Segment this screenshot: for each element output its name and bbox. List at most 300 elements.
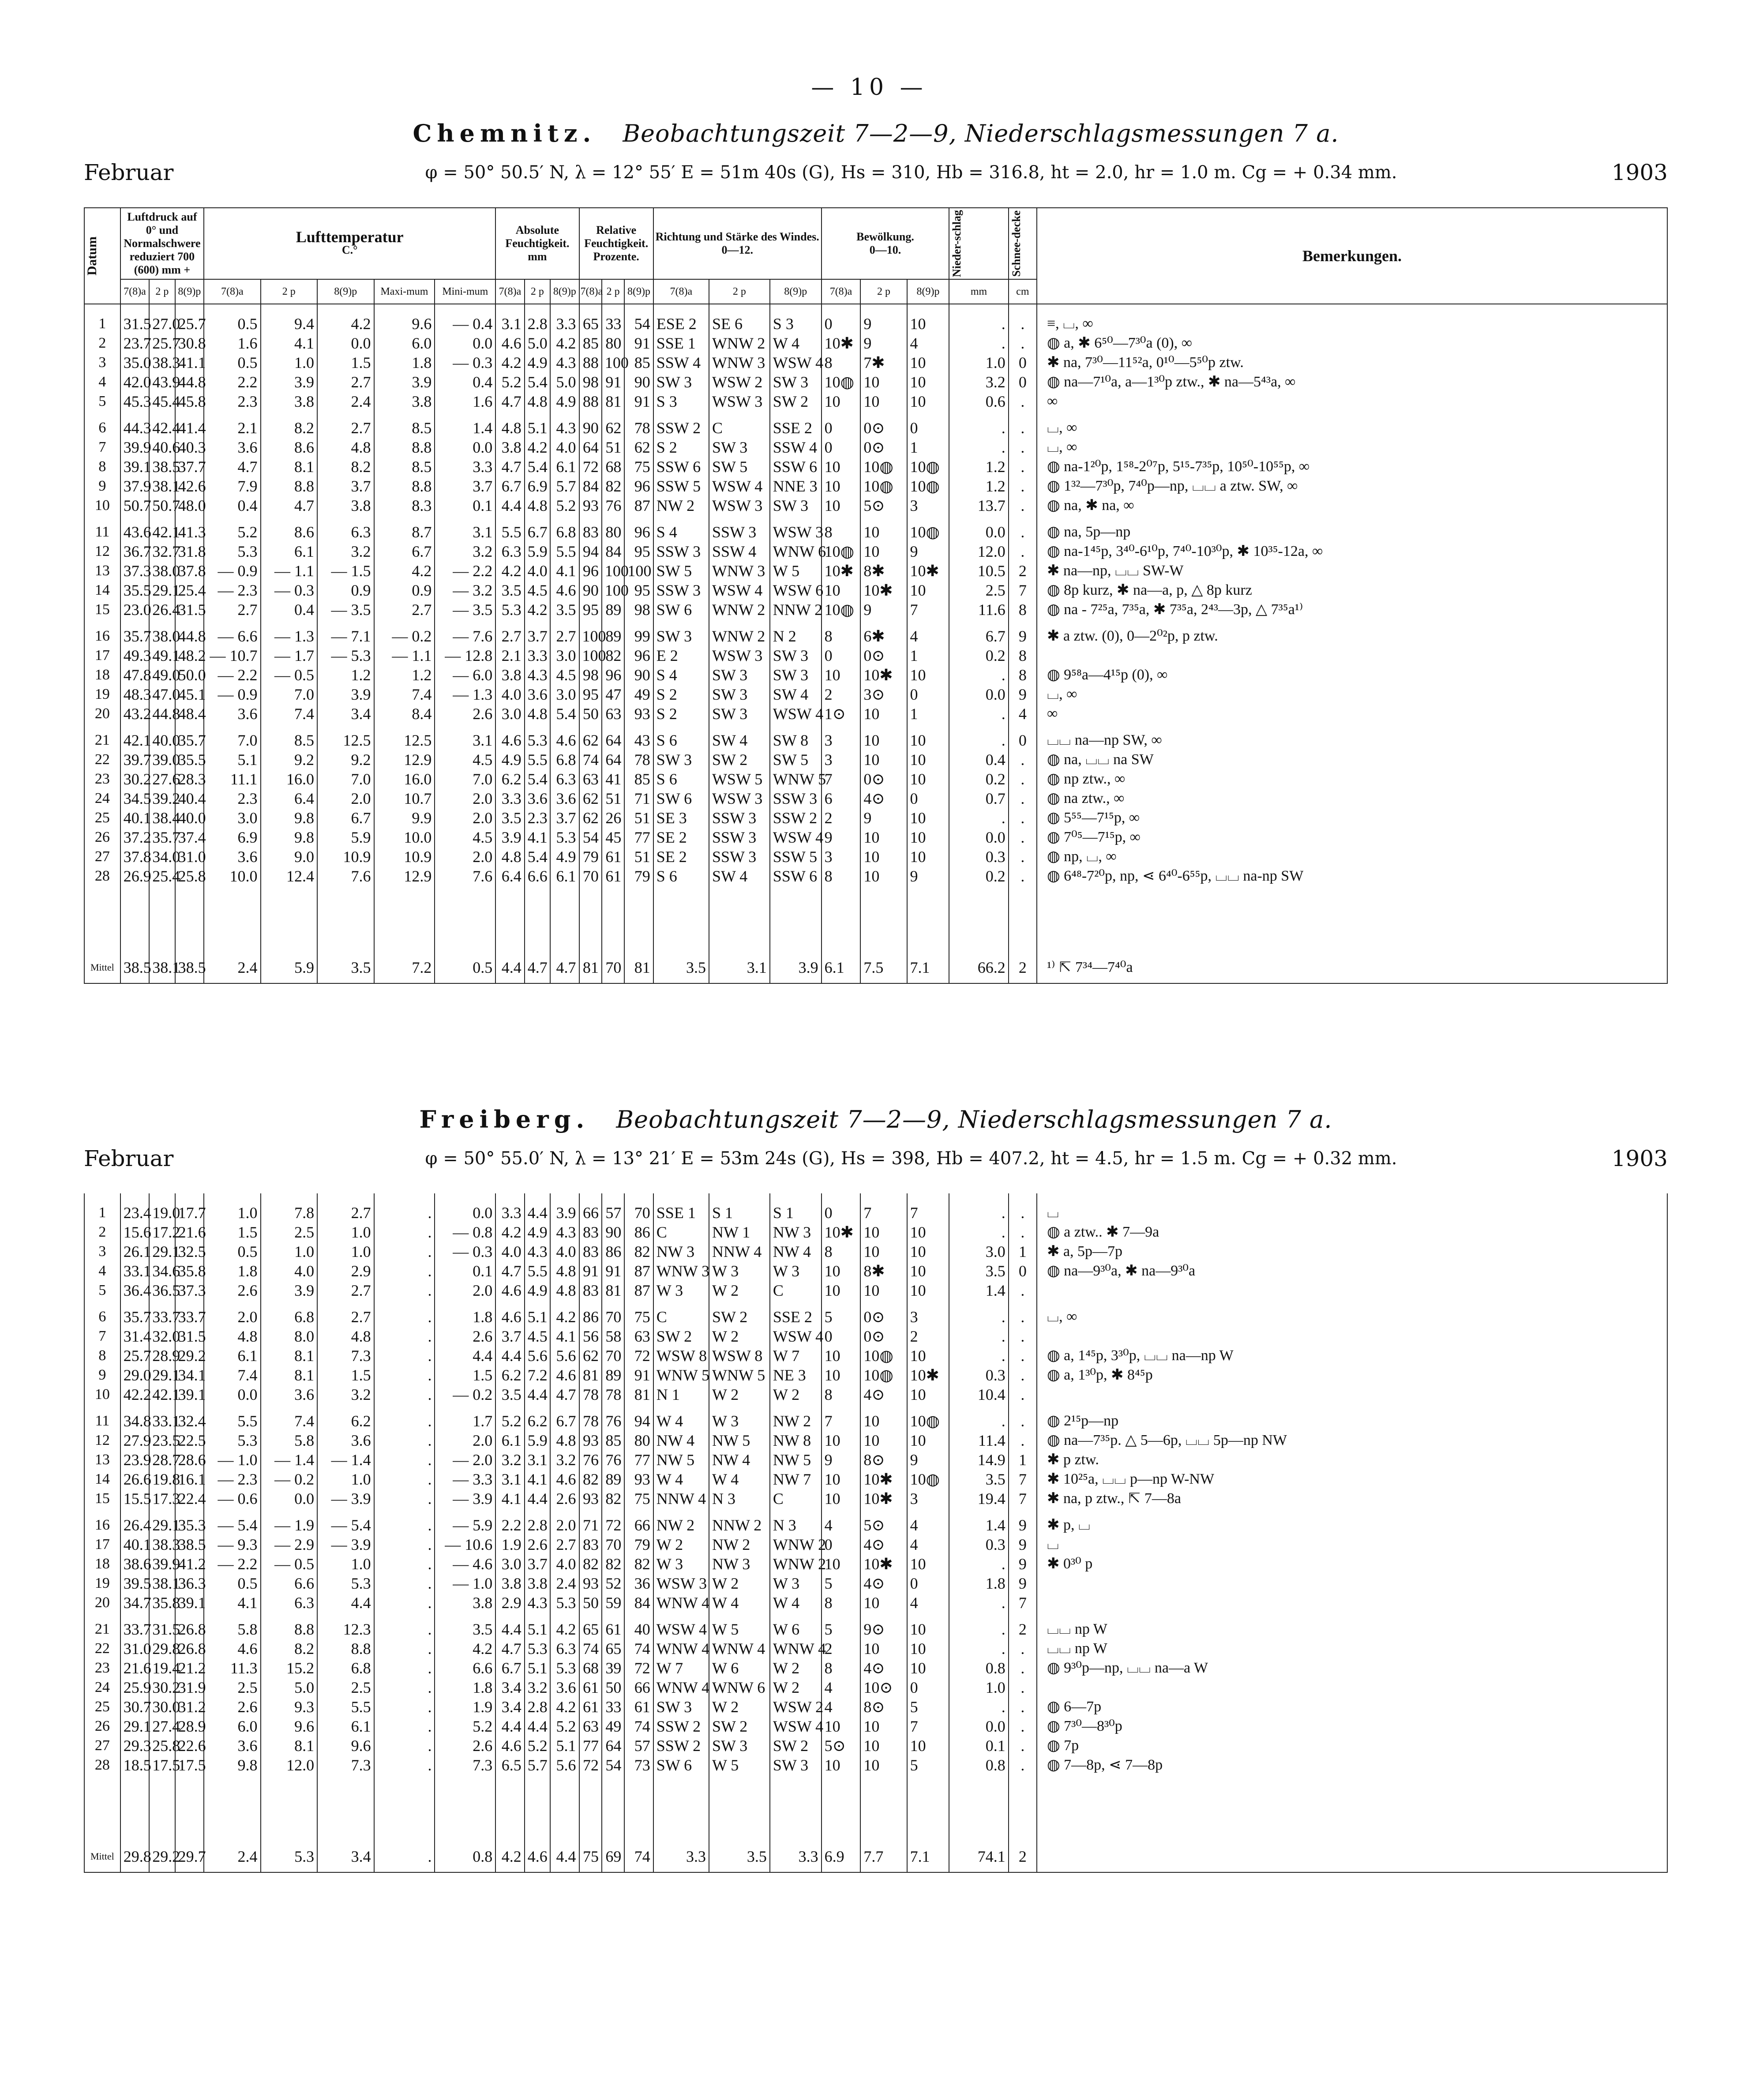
cell-abs-feuchte: 4.8 xyxy=(495,418,524,438)
gap-cell xyxy=(1037,1300,1667,1307)
cell-rel-feuchte: 70 xyxy=(602,1535,624,1554)
station-name: Freiberg. xyxy=(419,1105,590,1133)
cell-rel-feuchte: 83 xyxy=(579,1281,602,1300)
cell-rel-feuchte: 71 xyxy=(579,1515,602,1535)
cell-wind: SSW 5 xyxy=(653,476,709,496)
cell-temperatur: — 3.9 xyxy=(317,1489,374,1508)
cell-abs-feuchte: 4.5 xyxy=(525,1327,550,1346)
cell-temperatur: 4.5 xyxy=(435,750,495,769)
cell-bewoelkung: 10◍ xyxy=(860,476,907,496)
cell-temperatur: 16.0 xyxy=(261,769,318,789)
cell-bewoelkung: 10 xyxy=(822,1365,861,1385)
cell-abs-feuchte: 2.1 xyxy=(495,646,524,665)
cell-temperatur: 2.7 xyxy=(317,372,374,392)
cell-abs-feuchte: 5.4 xyxy=(525,372,550,392)
cell-bewoelkung: 10 xyxy=(822,581,861,600)
cell-luftdruck: 34.6 xyxy=(149,1261,175,1281)
gap-cell xyxy=(120,1404,149,1411)
cell-temperatur: 3.2 xyxy=(317,542,374,561)
cell-wind: S 6 xyxy=(653,866,709,886)
cell-temperatur: 8.7 xyxy=(374,522,435,542)
cell-mittel-label: Mittel xyxy=(84,1841,120,1872)
cell-wind: C xyxy=(653,1222,709,1242)
cell-temperatur: 5.8 xyxy=(261,1431,318,1450)
cell-niederschlag: . xyxy=(949,334,1008,353)
cell-rel-feuchte: 71 xyxy=(624,789,653,808)
mean-rel-feuchte: 75 xyxy=(579,1841,602,1872)
cell-temperatur: — 2.3 xyxy=(204,581,261,600)
cell-abs-feuchte: 3.7 xyxy=(550,808,579,828)
cell-niederschlag: 11.6 xyxy=(949,600,1008,619)
cell-luftdruck: 23.9 xyxy=(120,1450,149,1470)
cell-wind: WSW 4 xyxy=(770,353,822,372)
table-row xyxy=(84,1411,1667,1431)
cell-luftdruck: 15.5 xyxy=(120,1489,149,1508)
cell-temperatur: 10.0 xyxy=(204,866,261,886)
cell-rel-feuchte: 87 xyxy=(624,496,653,515)
cell-niederschlag: 1.2 xyxy=(949,476,1008,496)
cell-wind: W 3 xyxy=(770,1574,822,1593)
cell-niederschlag: 13.7 xyxy=(949,496,1008,515)
cell-schneedecke: . xyxy=(1009,1678,1037,1697)
cell-bewoelkung: 0 xyxy=(822,1535,861,1554)
cell-temperatur: 2.7 xyxy=(317,418,374,438)
table-row xyxy=(84,542,1667,561)
cell-wind: WSW 3 xyxy=(709,789,770,808)
cell-wind: W 3 xyxy=(709,1411,770,1431)
cell-schneedecke: . xyxy=(1009,750,1037,769)
cell-bewoelkung: 8 xyxy=(822,866,861,886)
gap-cell xyxy=(949,1508,1008,1515)
gap-cell xyxy=(1037,411,1667,418)
gap-cell xyxy=(579,515,602,522)
spacer-cell xyxy=(822,1775,861,1841)
cell-rel-feuchte: 78 xyxy=(624,750,653,769)
cell-datum: 10 xyxy=(84,1385,120,1404)
cell-bewoelkung: 10 xyxy=(907,665,949,685)
cell-bewoelkung: 6✱ xyxy=(860,626,907,646)
gap-cell xyxy=(175,1612,204,1620)
cell-wind: N 3 xyxy=(709,1489,770,1508)
cell-bewoelkung: 10 xyxy=(860,750,907,769)
gap-cell xyxy=(602,515,624,522)
gap-cell xyxy=(495,515,524,522)
subcol-min-text: Mini-mum xyxy=(442,286,488,298)
gap-cell xyxy=(374,411,435,418)
spacer-cell xyxy=(822,886,861,952)
cell-bewoelkung: 0⊙ xyxy=(860,646,907,665)
cell-bewoelkung: 9 xyxy=(907,542,949,561)
cell-bewoelkung: 5 xyxy=(907,1755,949,1775)
cell-luftdruck: 21.6 xyxy=(175,1222,204,1242)
cell-wind: SSW 4 xyxy=(653,353,709,372)
cell-temperatur: 7.0 xyxy=(435,769,495,789)
gap-cell xyxy=(949,619,1008,626)
cell-wind: SE 6 xyxy=(709,304,770,334)
mean-bemerkungen xyxy=(1037,1841,1667,1872)
cell-wind: SW 3 xyxy=(653,626,709,646)
mean-niederschlag: 74.1 xyxy=(949,1841,1008,1872)
cell-bewoelkung: 10✱ xyxy=(907,561,949,581)
cell-wind: NNW 4 xyxy=(653,1489,709,1508)
cell-schneedecke: . xyxy=(1009,334,1037,353)
table-row xyxy=(84,1593,1667,1612)
cell-rel-feuchte: 82 xyxy=(579,1554,602,1574)
table-row xyxy=(84,1281,1667,1300)
gap-cell xyxy=(495,1404,524,1411)
spacer-cell xyxy=(525,1775,550,1841)
cell-wind: WSW 2 xyxy=(770,1697,822,1717)
cell-wind: SW 3 xyxy=(653,1697,709,1717)
cell-temperatur: — 0.3 xyxy=(435,353,495,372)
cell-luftdruck: 44.3 xyxy=(120,418,149,438)
cell-rel-feuchte: 57 xyxy=(602,1193,624,1222)
cell-rel-feuchte: 82 xyxy=(624,1242,653,1261)
cell-luftdruck: 39.2 xyxy=(149,789,175,808)
cell-temperatur: . xyxy=(374,1535,435,1554)
cell-bewoelkung: 4 xyxy=(822,1678,861,1697)
cell-bewoelkung: 10 xyxy=(907,1261,949,1281)
cell-luftdruck: 38.4 xyxy=(149,808,175,828)
cell-bewoelkung: 3 xyxy=(822,847,861,866)
cell-bewoelkung: 10 xyxy=(822,1346,861,1365)
mean-abs-feuchte: 4.7 xyxy=(525,952,550,983)
cell-niederschlag: . xyxy=(949,1327,1008,1346)
cell-niederschlag: 1.8 xyxy=(949,1574,1008,1593)
cell-bewoelkung: 2 xyxy=(907,1327,949,1346)
cell-luftdruck: 50.7 xyxy=(120,496,149,515)
cell-luftdruck: 41.2 xyxy=(175,1554,204,1574)
cell-bewoelkung: 10 xyxy=(907,1281,949,1300)
gap-cell xyxy=(317,515,374,522)
cell-datum: 5 xyxy=(84,1281,120,1300)
cell-temperatur: 7.9 xyxy=(204,476,261,496)
cell-wind: SSW 3 xyxy=(709,847,770,866)
cell-bemerkungen: ⌴, ∞ xyxy=(1037,685,1667,704)
cell-temperatur: 7.4 xyxy=(204,1365,261,1385)
cell-wind: W 2 xyxy=(653,1535,709,1554)
cell-schneedecke: 0 xyxy=(1009,353,1037,372)
cell-wind: SSE 1 xyxy=(653,334,709,353)
cell-luftdruck: 27.4 xyxy=(149,1717,175,1736)
cell-schneedecke: 9 xyxy=(1009,685,1037,704)
cell-luftdruck: 21.6 xyxy=(120,1658,149,1678)
col-bewoelkung xyxy=(822,208,949,279)
gap-cell xyxy=(317,1300,374,1307)
cell-wind: NW 4 xyxy=(709,1450,770,1470)
cell-temperatur: 5.8 xyxy=(204,1620,261,1639)
gap-cell xyxy=(84,619,120,626)
cell-wind: S 2 xyxy=(653,704,709,724)
cell-wind: NW 2 xyxy=(653,496,709,515)
subcol-h1 xyxy=(204,279,261,304)
cell-temperatur: 4.8 xyxy=(317,438,374,457)
cell-rel-feuchte: 72 xyxy=(602,1515,624,1535)
cell-abs-feuchte: 3.0 xyxy=(550,685,579,704)
cell-temperatur: 4.2 xyxy=(374,561,435,581)
cell-abs-feuchte: 5.6 xyxy=(550,1755,579,1775)
cell-luftdruck: 34.0 xyxy=(149,847,175,866)
cell-abs-feuchte: 4.0 xyxy=(525,561,550,581)
cell-datum: 23 xyxy=(84,769,120,789)
cell-abs-feuchte: 5.4 xyxy=(550,704,579,724)
cell-rel-feuchte: 80 xyxy=(624,1431,653,1450)
cell-wind: NW 3 xyxy=(653,1242,709,1261)
cell-rel-feuchte: 96 xyxy=(602,665,624,685)
col-schneedecke xyxy=(1009,208,1037,279)
cell-abs-feuchte: 7.2 xyxy=(525,1365,550,1385)
cell-rel-feuchte: 100 xyxy=(624,561,653,581)
cell-niederschlag: 6.7 xyxy=(949,626,1008,646)
gap-cell xyxy=(822,515,861,522)
table-row xyxy=(84,496,1667,515)
cell-rel-feuchte: 75 xyxy=(624,1307,653,1327)
cell-schneedecke: . xyxy=(1009,828,1037,847)
cell-abs-feuchte: 3.2 xyxy=(525,1678,550,1697)
cell-datum: 2 xyxy=(84,1222,120,1242)
gap-cell xyxy=(653,515,709,522)
mean-temperatur: 7.2 xyxy=(374,952,435,983)
cell-bewoelkung: 5 xyxy=(822,1307,861,1327)
cell-luftdruck: 37.7 xyxy=(175,457,204,476)
cell-abs-feuchte: 3.8 xyxy=(495,665,524,685)
cell-schneedecke: 8 xyxy=(1009,665,1037,685)
cell-wind: SW 3 xyxy=(709,1736,770,1755)
table-row xyxy=(84,808,1667,828)
cell-datum: 12 xyxy=(84,1431,120,1450)
cell-abs-feuchte: 2.9 xyxy=(495,1593,524,1612)
cell-wind: E 2 xyxy=(653,646,709,665)
cell-temperatur: 12.9 xyxy=(374,866,435,886)
cell-rel-feuchte: 65 xyxy=(602,1639,624,1658)
cell-rel-feuchte: 63 xyxy=(624,1327,653,1346)
cell-temperatur: 9.2 xyxy=(317,750,374,769)
cell-schneedecke: . xyxy=(1009,1222,1037,1242)
cell-wind: S 4 xyxy=(653,522,709,542)
cell-bewoelkung: 10◍ xyxy=(860,457,907,476)
cell-abs-feuchte: 4.9 xyxy=(550,847,579,866)
cell-rel-feuchte: 93 xyxy=(624,704,653,724)
cell-temperatur: 6.8 xyxy=(317,1658,374,1678)
cell-rel-feuchte: 95 xyxy=(624,542,653,561)
cell-luftdruck: 38.1 xyxy=(149,1574,175,1593)
cell-temperatur: 3.8 xyxy=(261,392,318,411)
cell-luftdruck: 33.7 xyxy=(175,1307,204,1327)
cell-temperatur: 3.9 xyxy=(317,685,374,704)
cell-abs-feuchte: 4.4 xyxy=(495,496,524,515)
cell-abs-feuchte: 1.9 xyxy=(495,1535,524,1554)
cell-temperatur: 8.6 xyxy=(261,522,318,542)
mean-bewoelkung: 7.1 xyxy=(907,1841,949,1872)
cell-bewoelkung: 10 xyxy=(822,1489,861,1508)
cell-bemerkungen: ◍ na—9³⁰a, ✱ na—9³⁰a xyxy=(1037,1261,1667,1281)
cell-luftdruck: 35.3 xyxy=(175,1515,204,1535)
cell-wind: SW 8 xyxy=(770,731,822,750)
cell-rel-feuchte: 90 xyxy=(624,372,653,392)
mean-wind: 3.5 xyxy=(709,1841,770,1872)
station-coordinates: φ = 50° 50.5′ N, λ = 12° 55′ E = 51m 40s (G), Hs = 310, Hb = 316.8, ht = 2.0, hr = 1.0 m. Cg = + 0.34 mm. xyxy=(425,162,1397,183)
cell-schneedecke: . xyxy=(1009,808,1037,828)
cell-temperatur: 2.0 xyxy=(435,1431,495,1450)
cell-rel-feuchte: 79 xyxy=(579,847,602,866)
cell-temperatur: 5.2 xyxy=(204,522,261,542)
cell-temperatur: — 2.0 xyxy=(435,1450,495,1470)
cell-bewoelkung: 4 xyxy=(907,334,949,353)
gap-cell xyxy=(1037,1612,1667,1620)
cell-schneedecke: . xyxy=(1009,866,1037,886)
cell-datum: 9 xyxy=(84,1365,120,1385)
gap-cell xyxy=(860,1300,907,1307)
cell-rel-feuchte: 82 xyxy=(602,1554,624,1574)
cell-abs-feuchte: 2.6 xyxy=(550,1489,579,1508)
cell-rel-feuchte: 77 xyxy=(579,1736,602,1755)
cell-datum: 10 xyxy=(84,496,120,515)
cell-datum: 28 xyxy=(84,1755,120,1775)
cell-temperatur: 1.0 xyxy=(204,1193,261,1222)
mean-bewoelkung: 7.7 xyxy=(860,1841,907,1872)
cell-rel-feuchte: 68 xyxy=(579,1658,602,1678)
cell-bewoelkung: 8 xyxy=(822,522,861,542)
cell-wind: W 2 xyxy=(709,1327,770,1346)
mean-temperatur: 0.5 xyxy=(435,952,495,983)
cell-wind: S 3 xyxy=(653,392,709,411)
cell-rel-feuchte: 41 xyxy=(602,769,624,789)
gap-cell xyxy=(949,411,1008,418)
cell-luftdruck: 39.1 xyxy=(175,1593,204,1612)
cell-wind: WNW 2 xyxy=(770,1535,822,1554)
cell-rel-feuchte: 76 xyxy=(602,496,624,515)
cell-temperatur: 9.8 xyxy=(261,828,318,847)
cell-datum: 16 xyxy=(84,626,120,646)
cell-temperatur: . xyxy=(374,1489,435,1508)
cell-datum: 9 xyxy=(84,476,120,496)
cell-luftdruck: 45.1 xyxy=(175,685,204,704)
cell-wind: WNW 3 xyxy=(653,1261,709,1281)
table-row xyxy=(84,1736,1667,1755)
gap-cell xyxy=(1009,1404,1037,1411)
cell-temperatur: — 3.2 xyxy=(435,581,495,600)
cell-bewoelkung: 10 xyxy=(822,392,861,411)
cell-luftdruck: 17.5 xyxy=(149,1755,175,1775)
cell-wind: S 2 xyxy=(653,685,709,704)
cell-wind: WNW 5 xyxy=(770,769,822,789)
cell-rel-feuchte: 74 xyxy=(579,750,602,769)
station-month: Februar xyxy=(84,160,174,185)
col-abs-unit: mm xyxy=(528,250,547,263)
gap-cell xyxy=(602,724,624,731)
gap-cell xyxy=(579,1300,602,1307)
cell-bemerkungen: ◍ na-1²⁰p, 1⁵⁸-2⁰⁷p, 5¹⁵-7³⁵p, 10⁵⁰-10⁵⁵p, ∞ xyxy=(1037,457,1667,476)
cell-bewoelkung: 2 xyxy=(822,1639,861,1658)
mean-luftdruck: 29.8 xyxy=(120,1841,149,1872)
cell-rel-feuchte: 83 xyxy=(579,1222,602,1242)
table-row xyxy=(84,1450,1667,1470)
cell-wind: WSW 2 xyxy=(709,372,770,392)
cell-luftdruck: 30.8 xyxy=(175,334,204,353)
cell-niederschlag: 0.2 xyxy=(949,646,1008,665)
table-row xyxy=(84,847,1667,866)
cell-rel-feuchte: 61 xyxy=(602,1620,624,1639)
cell-wind: W 6 xyxy=(770,1620,822,1639)
cell-temperatur: 2.7 xyxy=(317,1307,374,1327)
cell-schneedecke: 4 xyxy=(1009,704,1037,724)
cell-bewoelkung: 10 xyxy=(860,542,907,561)
table-row xyxy=(84,561,1667,581)
cell-abs-feuchte: 3.0 xyxy=(550,646,579,665)
subcol-cm-text: cm xyxy=(1016,286,1029,298)
cell-wind: SSW 2 xyxy=(653,1717,709,1736)
cell-bewoelkung: 10 xyxy=(907,1346,949,1365)
gap-cell xyxy=(1037,724,1667,731)
cell-rel-feuchte: 54 xyxy=(624,304,653,334)
cell-rel-feuchte: 81 xyxy=(624,1385,653,1404)
station-name: Chemnitz. xyxy=(413,119,597,147)
gap-cell xyxy=(860,1404,907,1411)
cell-bewoelkung: 10✱ xyxy=(822,334,861,353)
cell-temperatur: 1.2 xyxy=(374,665,435,685)
cell-luftdruck: 37.8 xyxy=(120,847,149,866)
cell-temperatur: 0.1 xyxy=(435,496,495,515)
gap-cell xyxy=(550,724,579,731)
cell-bewoelkung: 0 xyxy=(822,1193,861,1222)
cell-temperatur: 4.5 xyxy=(435,828,495,847)
cell-temperatur: 1.0 xyxy=(317,1242,374,1261)
cell-abs-feuchte: 3.9 xyxy=(550,1193,579,1222)
cell-temperatur: 3.6 xyxy=(261,1385,318,1404)
cell-schneedecke: 0 xyxy=(1009,372,1037,392)
cell-niederschlag: . xyxy=(949,1620,1008,1639)
gap-cell xyxy=(860,1508,907,1515)
cell-abs-feuchte: 4.1 xyxy=(495,1489,524,1508)
cell-rel-feuchte: 78 xyxy=(602,1385,624,1404)
cell-wind: SSW 5 xyxy=(770,847,822,866)
subcol-h1-text: 7(8)a xyxy=(124,286,146,298)
cell-temperatur: — 0.9 xyxy=(204,561,261,581)
cell-bemerkungen: ◍ na-1⁴⁵p, 3⁴⁰-6¹⁰p, 7⁴⁰-10³⁰p, ✱ 10³⁵-12a, ∞ xyxy=(1037,542,1667,561)
cell-abs-feuchte: 4.6 xyxy=(495,1281,524,1300)
cell-abs-feuchte: 4.4 xyxy=(525,1385,550,1404)
cell-bemerkungen: ◍ 6⁴⁸-7²⁰p, np, ⋖ 6⁴⁰-6⁵⁵p, ⌴⌴ na-np SW xyxy=(1037,866,1667,886)
cell-rel-feuchte: 82 xyxy=(602,1489,624,1508)
cell-temperatur: — 1.0 xyxy=(204,1450,261,1470)
gap-cell xyxy=(525,1404,550,1411)
cell-luftdruck: 41.4 xyxy=(175,418,204,438)
cell-temperatur: 1.9 xyxy=(435,1697,495,1717)
cell-niederschlag: 1.4 xyxy=(949,1281,1008,1300)
cell-temperatur: — 1.5 xyxy=(317,561,374,581)
gap-cell xyxy=(770,724,822,731)
cell-bemerkungen: ✱ p, ⌴ xyxy=(1037,1515,1667,1535)
cell-rel-feuchte: 87 xyxy=(624,1261,653,1281)
cell-abs-feuchte: 4.2 xyxy=(550,334,579,353)
cell-rel-feuchte: 91 xyxy=(579,1261,602,1281)
cell-niederschlag: 0.8 xyxy=(949,1658,1008,1678)
cell-abs-feuchte: 4.1 xyxy=(550,1327,579,1346)
cell-temperatur: 3.8 xyxy=(374,392,435,411)
cell-abs-feuchte: 4.5 xyxy=(525,581,550,600)
subcol-cm xyxy=(1009,279,1037,304)
cell-abs-feuchte: 5.0 xyxy=(550,372,579,392)
cell-luftdruck: 40.0 xyxy=(175,808,204,828)
cell-bewoelkung: 1 xyxy=(907,704,949,724)
cell-bemerkungen: ◍ 5⁵⁵—7¹⁵p, ∞ xyxy=(1037,808,1667,828)
cell-luftdruck: 25.9 xyxy=(120,1678,149,1697)
cell-bewoelkung: 10✱ xyxy=(860,1554,907,1574)
cell-bemerkungen: ◍ 8p kurz, ✱ na—a, p, △ 8p kurz xyxy=(1037,581,1667,600)
cell-temperatur: 7.3 xyxy=(435,1755,495,1775)
cell-rel-feuchte: 77 xyxy=(624,1450,653,1470)
gap-cell xyxy=(261,619,318,626)
